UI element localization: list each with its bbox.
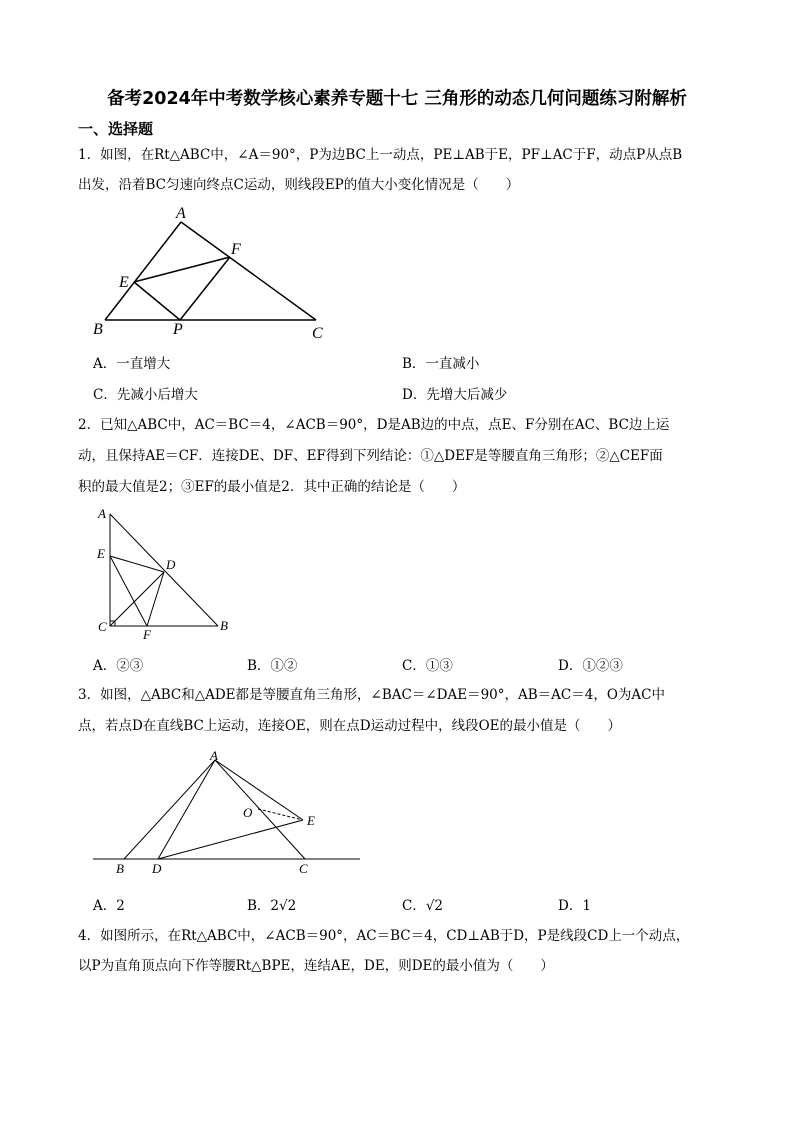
question-3-option-d[interactable]: D．1 bbox=[558, 898, 591, 914]
side-de bbox=[158, 820, 303, 859]
label-b: B bbox=[220, 618, 228, 633]
side-ac bbox=[181, 222, 316, 320]
label-a: A bbox=[176, 205, 186, 222]
side-ae bbox=[215, 760, 303, 820]
label-b: B bbox=[93, 321, 103, 338]
label-e: E bbox=[119, 274, 129, 291]
label-a: A bbox=[98, 506, 106, 521]
question-3-option-b[interactable]: B．2√2 bbox=[247, 898, 297, 914]
label-e: E bbox=[97, 546, 105, 561]
question-1-option-a[interactable]: A．一直增大 bbox=[93, 356, 171, 372]
question-1-line-2: 出发，沿着BC匀速向终点C运动，则线段EP的值大小变化情况是（ ） bbox=[78, 177, 520, 193]
question-4-line-1: 4．如图所示，在Rt△ABC中，∠ACB＝90°，AC＝BC＝4，CD⊥AB于D，P是线段CD上一个动点， bbox=[78, 928, 690, 944]
label-b: B bbox=[116, 861, 124, 876]
question-1-option-c[interactable]: C．先减小后增大 bbox=[93, 387, 198, 403]
segment-pf bbox=[180, 257, 230, 320]
question-2-option-b[interactable]: B．①② bbox=[247, 658, 298, 674]
label-d: D bbox=[152, 861, 162, 876]
side-ad bbox=[158, 760, 215, 859]
label-f: F bbox=[143, 627, 151, 642]
question-3-option-c[interactable]: C．√2 bbox=[402, 898, 444, 914]
label-p: P bbox=[173, 321, 183, 338]
section-heading: 一、选择题 bbox=[78, 120, 154, 138]
question-1-line-1: 1．如图，在Rt△ABC中，∠A＝90°，P为边BC上一动点，PE⊥AB于E，PF⊥AC于F，动点P从点B bbox=[78, 147, 683, 163]
side-ab bbox=[124, 760, 215, 859]
segment-ed bbox=[110, 556, 164, 572]
label-o: O bbox=[243, 805, 253, 820]
question-1-option-d[interactable]: D．先增大后减少 bbox=[402, 387, 508, 403]
label-c: C bbox=[312, 325, 323, 342]
label-e: E bbox=[307, 813, 315, 828]
question-3-line-2: 点，若点D在直线BC上运动，连接OE，则在点D运动过程中，线段OE的最小值是（ ） bbox=[78, 718, 621, 734]
label-c: C bbox=[299, 861, 308, 876]
question-2-option-d[interactable]: D．①②③ bbox=[558, 658, 623, 674]
question-2-line-3: 积的最大值是2；③EF的最小值是2．其中正确的结论是（ ） bbox=[78, 479, 466, 495]
side-ab bbox=[105, 222, 181, 320]
question-3-figure bbox=[90, 748, 365, 880]
segment-pe bbox=[134, 282, 180, 320]
question-3-line-1: 3．如图，△ABC和△ADE都是等腰直角三角形，∠BAC＝∠DAE＝90°，AB＝AC＝4，O为AC中 bbox=[78, 687, 665, 703]
question-2-option-c[interactable]: C．①③ bbox=[402, 658, 453, 674]
question-2-line-1: 2．已知△ABC中，AC＝BC＝4，∠ACB＝90°，D是AB边的中点，点E、F分别在AC、BC边上运 bbox=[78, 417, 670, 433]
question-2-line-2: 动，且保持AE＝CF．连接DE、DF、EF得到下列结论：①△DEF是等腰直角三角形；②△CEF面 bbox=[78, 448, 663, 464]
label-f: F bbox=[231, 241, 241, 258]
question-2-option-a[interactable]: A．②③ bbox=[93, 658, 144, 674]
question-3-option-a[interactable]: A．2 bbox=[93, 898, 125, 914]
question-4-line-2: 以P为直角顶点向下作等腰Rt△BPE，连结AE，DE，则DE的最小值为（ ） bbox=[78, 958, 554, 974]
question-1-option-b[interactable]: B．一直减小 bbox=[402, 356, 480, 372]
segment-ef bbox=[134, 257, 230, 282]
question-1-figure bbox=[90, 200, 340, 345]
label-d: D bbox=[166, 557, 176, 572]
question-2-figure bbox=[95, 502, 245, 642]
label-c: C bbox=[98, 619, 107, 634]
label-a: A bbox=[210, 748, 218, 763]
document-title: 备考2024年中考数学核心素养专题十七 三角形的动态几何问题练习附解析 bbox=[107, 89, 687, 109]
segment-ef bbox=[110, 556, 147, 626]
